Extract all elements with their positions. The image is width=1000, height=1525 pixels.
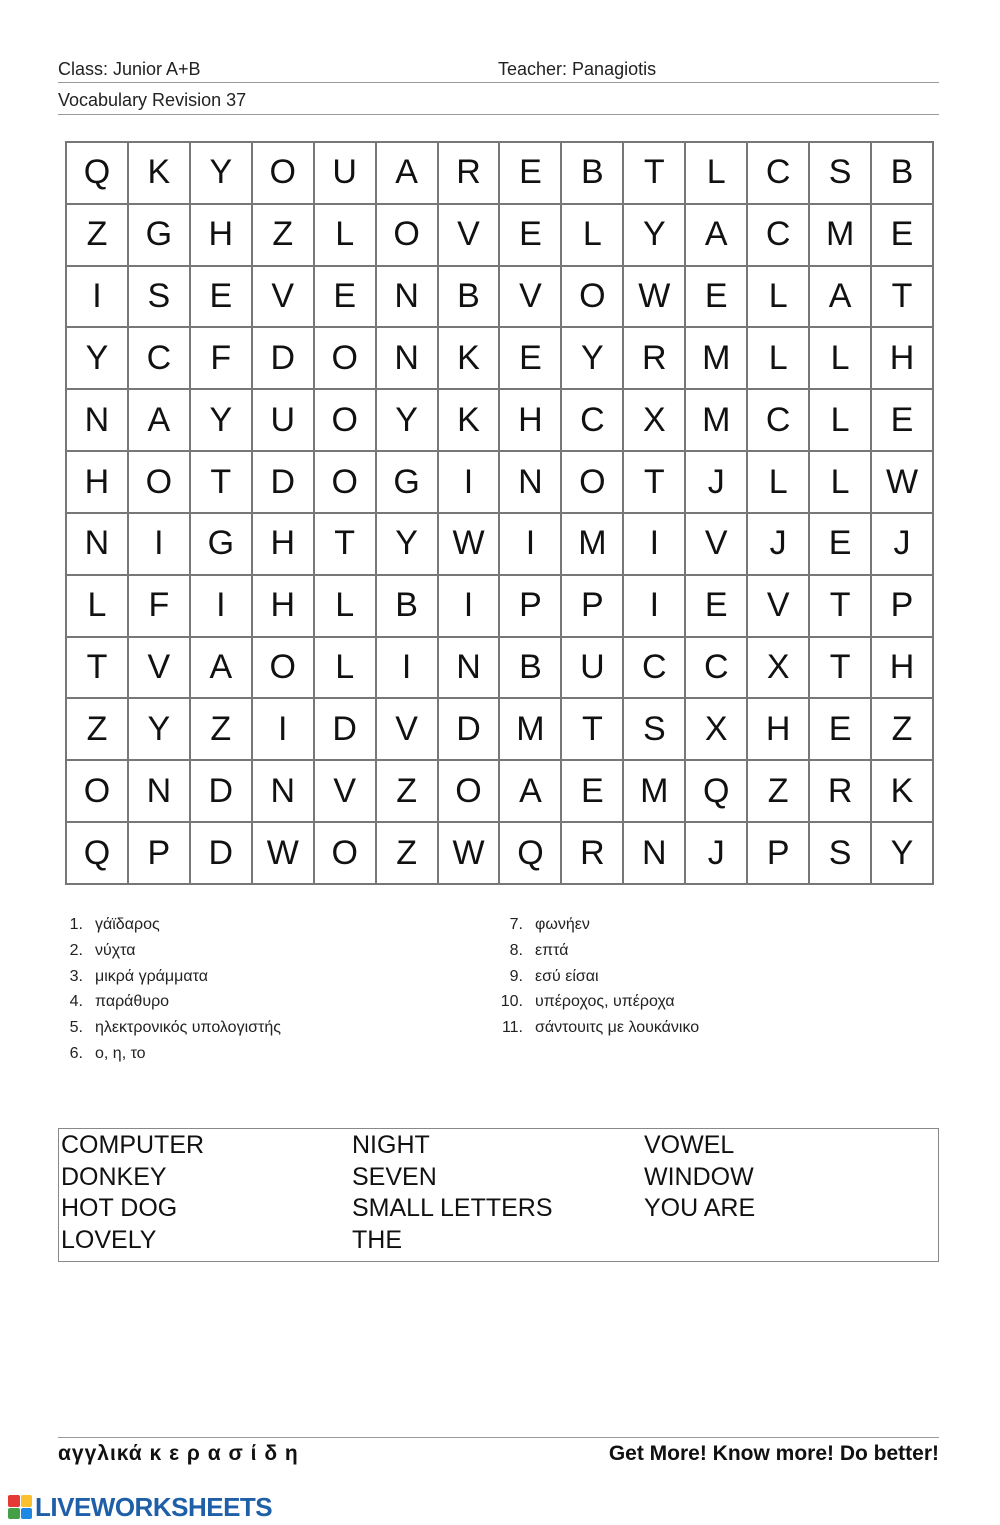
- grid-cell[interactable]: U: [253, 390, 315, 452]
- clue-list-left: [66, 912, 281, 1067]
- grid-cell[interactable]: I: [439, 452, 501, 514]
- grid-cell[interactable]: T: [810, 638, 872, 700]
- grid-cell[interactable]: D: [191, 823, 253, 885]
- grid-cell[interactable]: T: [191, 452, 253, 514]
- grid-cell[interactable]: J: [748, 514, 810, 576]
- grid-cell[interactable]: R: [562, 823, 624, 885]
- grid-cell[interactable]: I: [253, 699, 315, 761]
- clue-number: 1.: [69, 916, 83, 933]
- word-bank-word: YOU ARE: [644, 1194, 756, 1222]
- grid-cell[interactable]: Q: [67, 823, 129, 885]
- grid-cell[interactable]: M: [686, 390, 748, 452]
- grid-cell[interactable]: O: [315, 823, 377, 885]
- word-search-grid[interactable]: [65, 141, 934, 885]
- footer-slogan: Get More! Know more! Do better!: [608, 1442, 939, 1465]
- clue-list-right: [498, 912, 699, 1041]
- header-divider: [58, 114, 939, 115]
- clue-text: εσύ είσαι: [535, 967, 599, 985]
- word-bank-column: [352, 1130, 553, 1256]
- grid-cell[interactable]: S: [810, 823, 872, 885]
- grid-cell[interactable]: S: [129, 267, 191, 329]
- grid-cell[interactable]: S: [810, 143, 872, 205]
- grid-cell[interactable]: C: [748, 390, 810, 452]
- grid-cell[interactable]: D: [253, 452, 315, 514]
- liveworksheets-icon: [8, 1495, 32, 1519]
- teacher-label: Teacher: Panagiotis: [498, 59, 657, 79]
- grid-cell[interactable]: L: [748, 267, 810, 329]
- clue-item: [66, 912, 281, 938]
- grid-cell[interactable]: I: [377, 638, 439, 700]
- grid-cell[interactable]: E: [686, 576, 748, 638]
- grid-cell[interactable]: I: [624, 576, 686, 638]
- grid-cell[interactable]: A: [191, 638, 253, 700]
- grid-cell[interactable]: B: [562, 143, 624, 205]
- clue-number: 10.: [500, 993, 523, 1011]
- grid-cell[interactable]: N: [377, 328, 439, 390]
- grid-cell[interactable]: X: [624, 390, 686, 452]
- grid-cell[interactable]: H: [748, 699, 810, 761]
- grid-cell[interactable]: V: [315, 761, 377, 823]
- grid-cell[interactable]: L: [810, 452, 872, 514]
- grid-cell[interactable]: Y: [377, 514, 439, 576]
- grid-cell[interactable]: J: [686, 823, 748, 885]
- grid-cell[interactable]: Y: [129, 699, 191, 761]
- grid-cell[interactable]: Q: [67, 143, 129, 205]
- clue-text: ο, η, το: [95, 1044, 146, 1062]
- grid-cell[interactable]: F: [191, 328, 253, 390]
- clue-item: [498, 938, 699, 964]
- grid-cell[interactable]: L: [562, 205, 624, 267]
- grid-cell[interactable]: C: [686, 638, 748, 700]
- clue-number: 7.: [509, 916, 523, 933]
- grid-cell[interactable]: C: [624, 638, 686, 700]
- clue-number: 3.: [69, 967, 83, 985]
- grid-cell[interactable]: B: [439, 267, 501, 329]
- grid-cell[interactable]: K: [439, 328, 501, 390]
- liveworksheets-logo[interactable]: [8, 1493, 272, 1521]
- word-bank: [58, 1128, 939, 1262]
- grid-cell[interactable]: E: [686, 267, 748, 329]
- grid-cell[interactable]: H: [872, 638, 934, 700]
- word-bank-word: HOT DOG: [61, 1194, 178, 1222]
- logo-square: [21, 1495, 33, 1507]
- grid-cell[interactable]: O: [315, 390, 377, 452]
- grid-cell[interactable]: T: [562, 699, 624, 761]
- grid-cell[interactable]: M: [500, 699, 562, 761]
- grid-cell[interactable]: G: [377, 452, 439, 514]
- grid-cell[interactable]: H: [872, 328, 934, 390]
- word-bank-column: [61, 1130, 204, 1256]
- grid-cell[interactable]: L: [315, 576, 377, 638]
- clue-number: 4.: [69, 993, 83, 1011]
- grid-cell[interactable]: A: [500, 761, 562, 823]
- grid-cell[interactable]: X: [748, 638, 810, 700]
- word-bank-word: WINDOW: [644, 1162, 754, 1191]
- grid-cell[interactable]: W: [439, 514, 501, 576]
- clue-item: [66, 1015, 281, 1041]
- clue-text: επτά: [535, 941, 569, 959]
- grid-cell[interactable]: V: [748, 576, 810, 638]
- grid-cell[interactable]: H: [500, 390, 562, 452]
- grid-cell[interactable]: L: [686, 143, 748, 205]
- grid-cell[interactable]: Z: [872, 699, 934, 761]
- grid-cell[interactable]: W: [624, 267, 686, 329]
- grid-cell[interactable]: N: [67, 390, 129, 452]
- clue-number: 5.: [69, 1019, 83, 1037]
- grid-cell[interactable]: O: [315, 452, 377, 514]
- word-bank-word: NIGHT: [352, 1131, 430, 1159]
- grid-cell[interactable]: Y: [872, 823, 934, 885]
- grid-cell[interactable]: J: [872, 514, 934, 576]
- grid-cell[interactable]: E: [810, 699, 872, 761]
- grid-cell[interactable]: L: [748, 452, 810, 514]
- grid-cell[interactable]: P: [562, 576, 624, 638]
- worksheet-title: Vocabulary Revision 37: [58, 90, 247, 110]
- clue-number: 9.: [509, 967, 523, 985]
- grid-cell[interactable]: V: [500, 267, 562, 329]
- word-bank-word: VOWEL: [644, 1131, 735, 1159]
- grid-cell[interactable]: V: [439, 205, 501, 267]
- grid-cell[interactable]: Y: [624, 205, 686, 267]
- footer-author: αγγλικά κ ε ρ α σ ί δ η: [58, 1442, 299, 1465]
- grid-cell[interactable]: V: [253, 267, 315, 329]
- grid-cell[interactable]: B: [872, 143, 934, 205]
- clue-item: [66, 938, 281, 964]
- grid-cell[interactable]: O: [253, 638, 315, 700]
- grid-cell[interactable]: W: [872, 452, 934, 514]
- grid-cell[interactable]: Z: [253, 205, 315, 267]
- grid-cell[interactable]: E: [810, 514, 872, 576]
- grid-cell[interactable]: B: [500, 638, 562, 700]
- grid-cell[interactable]: Z: [377, 823, 439, 885]
- grid-cell[interactable]: T: [624, 452, 686, 514]
- grid-cell[interactable]: G: [191, 514, 253, 576]
- grid-cell[interactable]: R: [810, 761, 872, 823]
- grid-cell[interactable]: N: [500, 452, 562, 514]
- word-bank-word: THE: [352, 1225, 402, 1254]
- grid-cell[interactable]: X: [686, 699, 748, 761]
- grid-cell[interactable]: I: [624, 514, 686, 576]
- clue-item: [498, 989, 699, 1015]
- brand-name: LIVEWORKSHEETS: [35, 1491, 273, 1522]
- grid-cell[interactable]: Y: [191, 390, 253, 452]
- grid-cell[interactable]: Y: [377, 390, 439, 452]
- grid-cell[interactable]: N: [67, 514, 129, 576]
- word-bank-word: DONKEY: [61, 1162, 167, 1191]
- clue-item: [498, 964, 699, 990]
- grid-cell[interactable]: Q: [686, 761, 748, 823]
- grid-cell[interactable]: W: [439, 823, 501, 885]
- grid-cell[interactable]: N: [377, 267, 439, 329]
- grid-cell[interactable]: Y: [67, 328, 129, 390]
- grid-cell[interactable]: E: [500, 328, 562, 390]
- grid-cell[interactable]: L: [810, 328, 872, 390]
- grid-cell[interactable]: L: [748, 328, 810, 390]
- grid-cell[interactable]: M: [686, 328, 748, 390]
- grid-cell[interactable]: T: [315, 514, 377, 576]
- grid-cell[interactable]: F: [129, 576, 191, 638]
- grid-cell[interactable]: A: [129, 390, 191, 452]
- word-bank-column: [644, 1130, 755, 1225]
- grid-cell[interactable]: I: [191, 576, 253, 638]
- grid-cell[interactable]: P: [748, 823, 810, 885]
- grid-cell[interactable]: A: [810, 267, 872, 329]
- grid-cell[interactable]: E: [500, 143, 562, 205]
- clue-text: παράθυρο: [95, 993, 170, 1011]
- clue-number: 8.: [509, 941, 523, 959]
- clue-text: νύχτα: [95, 941, 136, 959]
- grid-cell[interactable]: M: [562, 514, 624, 576]
- grid-cell[interactable]: Y: [562, 328, 624, 390]
- grid-cell[interactable]: O: [253, 143, 315, 205]
- grid-cell[interactable]: P: [129, 823, 191, 885]
- clue-text: μικρά γράμματα: [95, 967, 208, 985]
- grid-cell[interactable]: B: [377, 576, 439, 638]
- word-bank-word: SEVEN: [352, 1162, 437, 1191]
- grid-cell[interactable]: T: [810, 576, 872, 638]
- grid-cell[interactable]: U: [562, 638, 624, 700]
- grid-cell[interactable]: R: [624, 328, 686, 390]
- grid-cell[interactable]: I: [439, 576, 501, 638]
- grid-cell[interactable]: C: [748, 205, 810, 267]
- grid-cell[interactable]: T: [872, 267, 934, 329]
- grid-cell[interactable]: H: [191, 205, 253, 267]
- grid-cell[interactable]: H: [67, 452, 129, 514]
- clue-item: [66, 964, 281, 990]
- grid-cell[interactable]: I: [67, 267, 129, 329]
- grid-cell[interactable]: K: [872, 761, 934, 823]
- grid-cell[interactable]: E: [872, 390, 934, 452]
- grid-cell[interactable]: P: [500, 576, 562, 638]
- grid-cell[interactable]: O: [129, 452, 191, 514]
- footer-divider: [58, 1437, 939, 1438]
- grid-cell[interactable]: I: [129, 514, 191, 576]
- grid-cell[interactable]: Z: [191, 699, 253, 761]
- clue-text: σάντουιτς με λουκάνικο: [535, 1019, 700, 1037]
- clue-number: 6.: [69, 1044, 83, 1062]
- grid-cell[interactable]: Z: [748, 761, 810, 823]
- grid-cell[interactable]: Q: [500, 823, 562, 885]
- grid-cell[interactable]: H: [253, 514, 315, 576]
- grid-cell[interactable]: K: [129, 143, 191, 205]
- grid-cell[interactable]: L: [315, 638, 377, 700]
- grid-cell[interactable]: T: [67, 638, 129, 700]
- grid-cell[interactable]: T: [624, 143, 686, 205]
- clue-text: γάϊδαρος: [95, 916, 160, 933]
- grid-cell[interactable]: N: [253, 761, 315, 823]
- grid-cell[interactable]: N: [129, 761, 191, 823]
- grid-cell[interactable]: N: [439, 638, 501, 700]
- grid-cell[interactable]: E: [315, 267, 377, 329]
- clue-number: 11.: [501, 1019, 523, 1037]
- grid-cell[interactable]: O: [315, 328, 377, 390]
- grid-cell[interactable]: O: [67, 761, 129, 823]
- grid-cell[interactable]: M: [810, 205, 872, 267]
- clue-number: 2.: [69, 941, 83, 959]
- grid-cell[interactable]: K: [439, 390, 501, 452]
- grid-cell[interactable]: D: [191, 761, 253, 823]
- grid-cell[interactable]: W: [253, 823, 315, 885]
- grid-cell[interactable]: D: [253, 328, 315, 390]
- clue-item: [498, 912, 699, 938]
- grid-cell[interactable]: U: [315, 143, 377, 205]
- logo-square: [21, 1508, 33, 1520]
- grid-cell[interactable]: O: [377, 205, 439, 267]
- grid-cell[interactable]: C: [562, 390, 624, 452]
- grid-cell[interactable]: E: [872, 205, 934, 267]
- grid-cell[interactable]: G: [129, 205, 191, 267]
- grid-cell[interactable]: Z: [67, 205, 129, 267]
- word-bank-word: SMALL LETTERS: [352, 1194, 553, 1222]
- clue-item: [498, 1015, 699, 1041]
- grid-cell[interactable]: L: [315, 205, 377, 267]
- class-label: Class: Junior A+B: [58, 59, 201, 79]
- grid-cell[interactable]: S: [624, 699, 686, 761]
- grid-cell[interactable]: D: [315, 699, 377, 761]
- logo-square: [8, 1508, 20, 1520]
- grid-cell[interactable]: O: [562, 267, 624, 329]
- grid-cell[interactable]: M: [624, 761, 686, 823]
- grid-cell[interactable]: O: [562, 452, 624, 514]
- grid-cell[interactable]: E: [500, 205, 562, 267]
- grid-cell[interactable]: V: [377, 699, 439, 761]
- grid-cell[interactable]: Y: [191, 143, 253, 205]
- clue-item: [66, 1041, 281, 1067]
- grid-cell[interactable]: E: [562, 761, 624, 823]
- grid-cell[interactable]: R: [439, 143, 501, 205]
- clue-text: ηλεκτρονικός υπολογιστής: [95, 1019, 281, 1037]
- grid-cell[interactable]: A: [686, 205, 748, 267]
- logo-square: [8, 1495, 20, 1507]
- clue-item: [66, 989, 281, 1015]
- clue-text: υπέροχος, υπέροχα: [535, 993, 675, 1011]
- grid-cell[interactable]: V: [686, 514, 748, 576]
- clue-text: φωνήεν: [535, 916, 590, 933]
- word-bank-word: COMPUTER: [61, 1131, 205, 1159]
- grid-cell[interactable]: H: [253, 576, 315, 638]
- grid-cell[interactable]: I: [500, 514, 562, 576]
- grid-cell[interactable]: P: [872, 576, 934, 638]
- word-bank-word: LOVELY: [61, 1225, 157, 1254]
- grid-cell[interactable]: Z: [377, 761, 439, 823]
- grid-cell[interactable]: Z: [67, 699, 129, 761]
- grid-cell[interactable]: C: [129, 328, 191, 390]
- grid-cell[interactable]: E: [191, 267, 253, 329]
- grid-cell[interactable]: L: [810, 390, 872, 452]
- header-divider: [58, 82, 939, 83]
- grid-cell[interactable]: A: [377, 143, 439, 205]
- grid-cell[interactable]: O: [439, 761, 501, 823]
- grid-cell[interactable]: V: [129, 638, 191, 700]
- grid-cell[interactable]: J: [686, 452, 748, 514]
- grid-cell[interactable]: L: [67, 576, 129, 638]
- grid-cell[interactable]: N: [624, 823, 686, 885]
- grid-cell[interactable]: C: [748, 143, 810, 205]
- grid-cell[interactable]: D: [439, 699, 501, 761]
